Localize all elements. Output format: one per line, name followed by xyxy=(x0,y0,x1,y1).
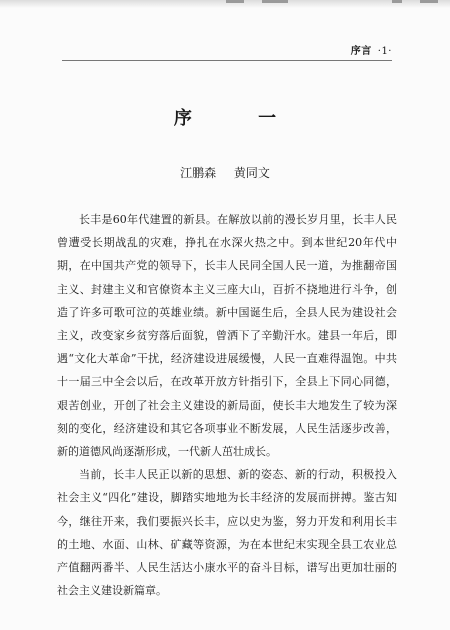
running-header xyxy=(351,42,392,57)
scan-mark xyxy=(226,0,244,3)
page-title: 序 一 xyxy=(173,108,307,129)
scan-mark xyxy=(392,0,402,3)
scan-mark xyxy=(420,0,438,3)
paragraph: 当前，长丰人民正以新的思想、新的姿态、新的行动，积极投入社会主义“四化”建设，脚踏实地地为长丰经济的发展而拼搏。鉴古知今，继往开来，我们要振兴长丰，应以史为鉴，努力开发和利用长丰的土地、水面、山林、矿藏等资源，为在本世纪末实现全县工农业总产值翻两番半、人民生活达小康水平的奋斗目标，谱写出更加壮丽的社会主义建设新篇章。 xyxy=(57,468,397,598)
scan-mark xyxy=(262,0,288,3)
header-page-number: ·1· xyxy=(377,46,392,57)
scan-edge xyxy=(0,0,450,8)
authors: 江鹏森 黄同文 xyxy=(180,166,270,180)
header-rule xyxy=(62,60,392,61)
body-text xyxy=(57,208,397,602)
header-section: 序言 xyxy=(350,46,372,57)
paragraph: 长丰是60年代建置的新县。在解放以前的漫长岁月里，长丰人民曾遭受长期战乱的灾难，挣扎在水深火热之中。到本世纪20年代中期，在中国共产党的领导下，长丰人民同全国人民一道，为推翻帝国主义、封建主义和官僚资本主义三座大山，百折不挠地进行斗争，创造了许多可歌可泣的英雄业绩。新中国诞生后，全县人民为建设社会主义，改变家乡贫穷落后面貌，曾洒下了辛勤汗水。建县一年后，即遇“文化大革命”干扰，经济建设进展缓慢，人民一直难得温饱。中共十一届三中全会以后，在改革开放方针指引下，全县上下同心同德，艰苦创业，开创了社会主义建设的新局面，使长丰大地发生了较为深刻的变化，经济建设和其它各项事业不断发展，人民生活逐步改善，新的道德风尚逐渐形成，一代新人茁壮成长。 xyxy=(57,213,397,459)
